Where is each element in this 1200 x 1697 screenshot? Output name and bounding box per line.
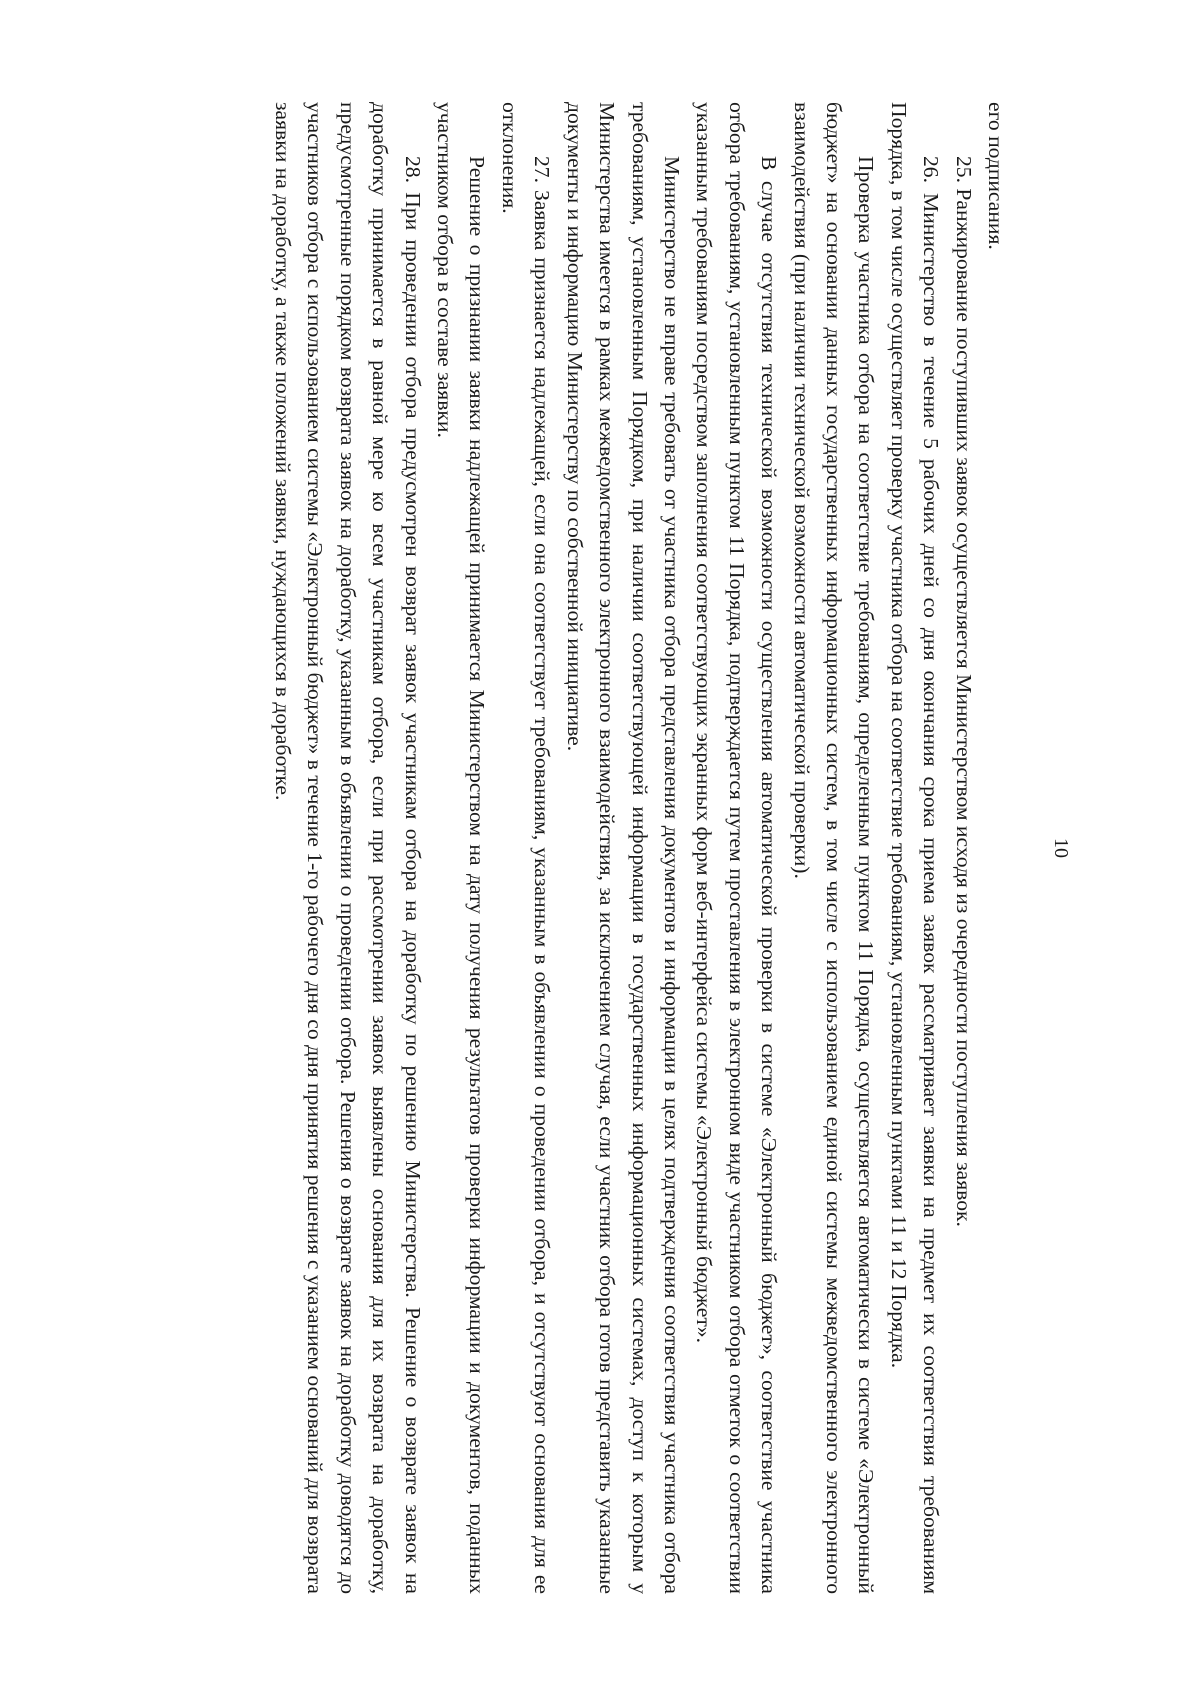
paragraph: Решение о признании заявки надлежащей принимается Министерством на дату получения результатов проверки информации и документов, поданных участником отбора в составе заявки. — [433, 102, 490, 1594]
paragraph: его подписания. — [984, 102, 1008, 250]
paragraph: Министерство не вправе требовать от участника отбора представления документов и информации в целях подтверждения соответствия участника отбора требованиям, установленным Порядком, при наличии соответствующей информации в государственных информационных системах, доступ к которым у Министерства имеется в рамках межведомственного электронного взаимодействия, за исключением случая, если участник отбора готов представить указанные документы и информацию Министерству по собственной инициативе. — [562, 102, 684, 1594]
paragraph: Проверка участника отбора на соответствие требованиям, определенным пунктом 11 Порядка, осуществляется автоматически в системе «Электронный бюджет» на основании данных государственных информационных систем, в том числе с использованием единой системы межведомственного электронного взаимодействия (при наличии технической возможности автоматической проверки). — [789, 102, 879, 1594]
document-body — [267, 102, 1012, 1594]
paragraph: В случае отсутствия технической возможности осуществления автоматической проверки в системе «Электронный бюджет», соответствие участника отбора требованиям, установленным пунктом 11 Порядка, подтверждается путем проставления в электронном виде участником отбора отметок о соответствии указанным требованиям посредством заполнения соответствующих экранных форм веб-интерфейса системы «Электронный бюджет». — [692, 102, 782, 1594]
paragraph: 25. Ранжирование поступивших заявок осуществляется Министерством исходя из очередности поступления заявок. — [951, 156, 976, 1227]
page-number: 10 — [1050, 838, 1072, 858]
paragraph: 26. Министерство в течение 5 рабочих дней со дня окончания срока приема заявок рассматривает заявки на предмет их соответствия требованиям Порядка, в том числе осуществляет проверку участника отбора на соответствие требованиям, установленным пунктами 11 и 12 Порядка. — [886, 102, 944, 1594]
rotated-content — [150, 68, 1072, 1628]
paragraph: 27. Заявка признается надлежащей, если она соответствует требованиям, указанным в объявлении о проведении отбора, и отсутствуют основания для ее отклонения. — [497, 102, 555, 1594]
paragraph: 28. При проведении отбора предусмотрен возврат заявок участникам отбора на доработку по решению Министерства. Решение о возврате заявок на доработку принимается в равной мере ко всем участникам отбора, если при рассмотрении заявок выявлены основания для их возврата на доработку, предусмотренные порядком возврата заявок на доработку, указанным в объявлении о проведении отбора. Решения о возврате заявок на доработку доводятся до участников отбора с использованием системы «Электронный бюджет» в течение 1-го рабочего дня со дня принятия решения с указанием оснований для возврата заявки на доработку, а также положений заявки, нуждающихся в доработке. — [271, 102, 425, 1594]
